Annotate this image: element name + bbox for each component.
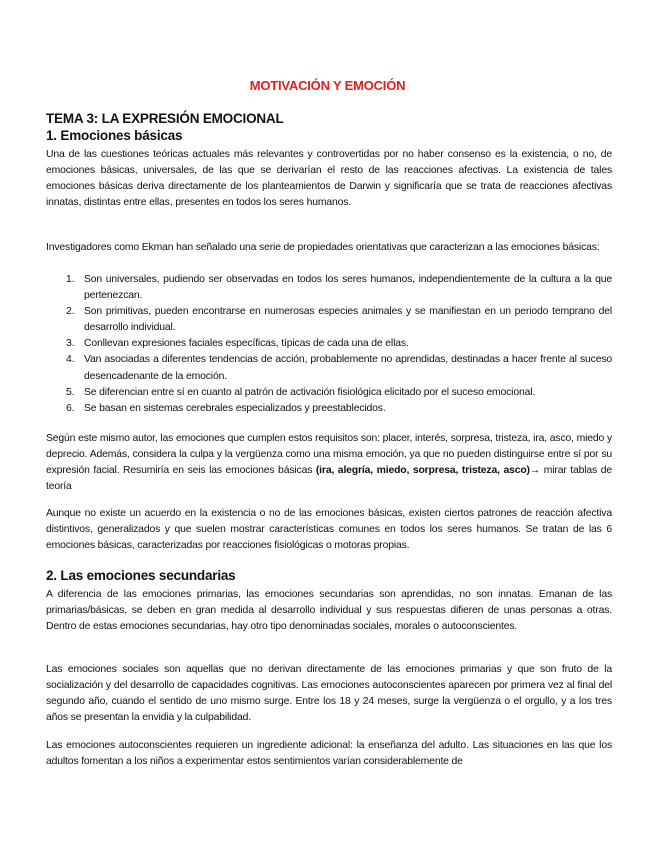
paragraph-basic-emotions-list: Según este mismo autor, las emociones que cumplen estos requisitos son: placer, interés, sorpresa, tristeza, ira, asco, miedo y deprecio. Además, considera la culpa y la vergüenza como una misma emoción, ya que no pueden distinguirse entre sí por su expresión facial. Resumiría en seis las emociones básicas (ira, alegría, miedo, sorpresa, tristeza, asco)→ mirar tablas de teoría xyxy=(46,433,612,493)
list-item: 1. Son universales, pudiendo ser observadas en todos los seres humanos, independientemente de la cultura a la que pertenezcan. xyxy=(66,274,612,302)
paragraph-ekman: Investigadores como Ekman han señalado una serie de propiedades orientativas que caracterizan a las emociones básicas: xyxy=(46,242,600,253)
document-title: MOTIVACIÓN Y EMOCIÓN xyxy=(249,78,406,93)
properties-list xyxy=(46,272,612,417)
paragraph-secundarias-intro: A diferencia de las emociones primarias, las emociones secundarias son aprendidas, no son innatas. Emanan de las primarias/básicas, se deben en gran medida al desarrollo individual y sus respuestas difieren de unas personas a otras. Dentro de estas emociones secundarias, hay otro tipo denominadas sociales, morales o autoconscientes. xyxy=(46,589,612,633)
section-heading-emociones-secundarias: 2. Las emociones secundarias xyxy=(46,568,236,583)
paragraph-basicas-intro: Una de las cuestiones teóricas actuales más relevantes y controvertidas por no haber consenso es la existencia, o no, de emociones básicas, universales, de las que se derivarían el resto de las reacciones afectivas. La existencia de tales emociones básicas deriva directamente de los planteamientos de Darwin y significaría que se trata de reacciones afectivas innatas, distintas entre ellas, presentes en todos los seres humanos. xyxy=(46,149,612,209)
paragraph-patterns: Aunque no existe un acuerdo en la existencia o no de las emociones básicas, existen ciertos patrones de reacción afectiva distintivos, generalizados y que suelen mostrar características comunes en todos los seres humanos. Se tratan de las 6 emociones básicas, caracterizadas por reacciones fisiológicas o motoras propias. xyxy=(46,508,612,552)
tema-heading: TEMA 3: LA EXPRESIÓN EMOCIONAL xyxy=(46,111,284,126)
list-item: 3. Conllevan expresiones faciales específicas, típicas de cada una de ellas. xyxy=(66,338,409,350)
arrow-icon: → xyxy=(529,465,541,477)
paragraph-autoconscientes: Las emociones autoconscientes requieren un ingrediente adicional: la enseñanza del adulto. Las situaciones en las que los adultos fomentan a los niños a experimentar estos sentimientos varían considerablemente de xyxy=(46,740,612,768)
list-item: 5. Se diferencian entre sí en cuanto al patrón de activación fisiológica elicitado por el suceso emocional. xyxy=(66,386,536,398)
paragraph-sociales: Las emociones sociales son aquellas que no derivan directamente de las emociones primarias y que son fruto de la socialización y del desarrollo de capacidades cognitivas. Las emociones autoconscientes aparecen por primera vez al final del segundo año, cuando el sentido de uno mismo surge. Entre los 18 y 24 meses, surge la vergüenza o el orgullo, y a los tres años se presentan la envidia y la culpabilidad. xyxy=(46,664,612,724)
section-heading-emociones-basicas: 1. Emociones básicas xyxy=(46,128,183,143)
basic-emotions-bold: (ira, alegría, miedo, sorpresa, tristeza, asco) xyxy=(315,465,530,477)
list-item: 6. Se basan en sistemas cerebrales especializados y preestablecidos. xyxy=(66,402,386,414)
list-item: 2. Son primitivas, pueden encontrarse en numerosas especies animales y se manifiestan en un periodo temprano del desarrollo individual. xyxy=(66,306,612,334)
list-item: 4. Van asociadas a diferentes tendencias de acción, probablemente no aprendidas, destinadas a hacer frente al suceso desencadenante de la emoción. xyxy=(66,354,612,382)
